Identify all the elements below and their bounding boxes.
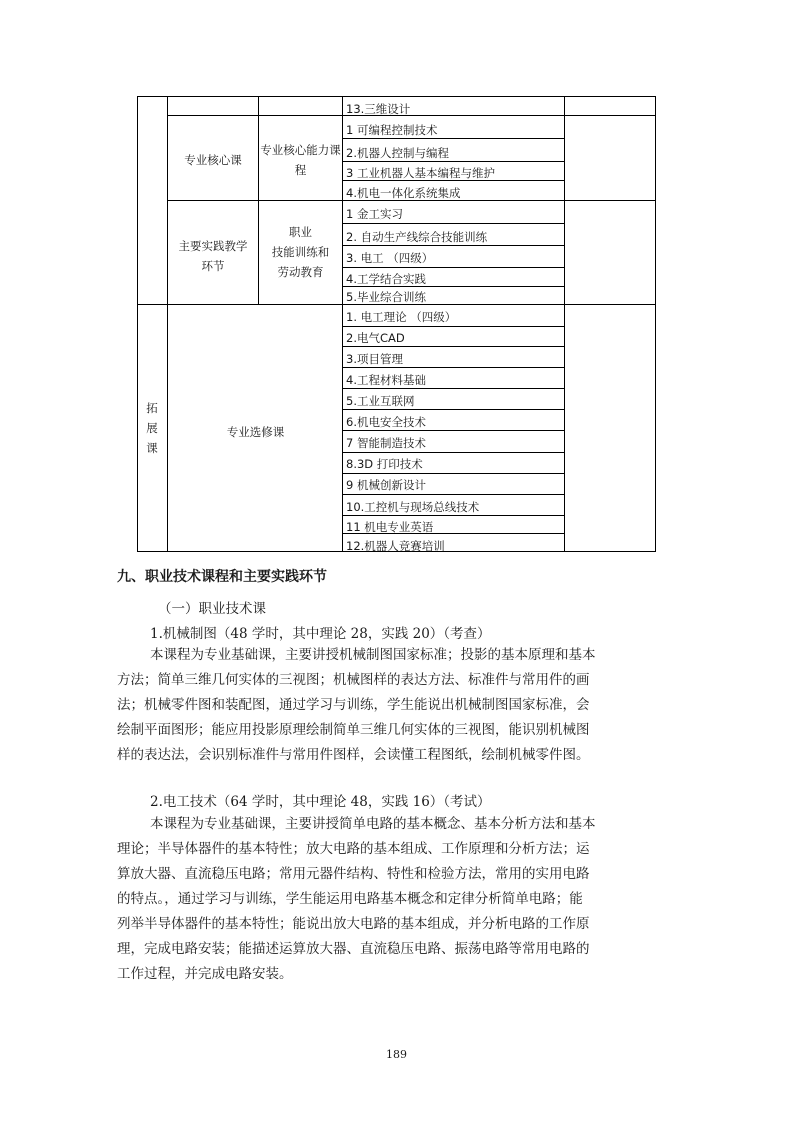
page-number: 189 [386,1048,407,1061]
category-label: 主要实践教学 环节 [178,239,248,273]
table-item: 1. 电工理论 （四级） [346,310,457,324]
table-item: 3. 电工 （四级） [346,251,434,265]
table-item: 2. 自动生产线综合技能训练 [346,230,488,244]
course-title: 1.机械制图（48 学时，其中理论 28，实践 20）（考查） [150,626,491,642]
table-item: 8.3D 打印技术 [346,457,423,471]
table-item: 13.三维设计 [346,102,411,116]
section-heading: 九、职业技术课程和主要实践环节 [117,569,327,585]
subcategory-label: 职业 技能训练和 劳动教育 [271,225,330,279]
category-label: 专业选修课 [226,425,285,439]
course-title: 2.电工技术（64 学时，其中理论 48，实践 16）（考试） [150,794,491,810]
table-item: 3.项目管理 [346,352,403,366]
table-item: 1 可编程控制技术 [346,123,438,137]
table-item: 5.工业互联网 [346,394,415,408]
table-item: 4.工程材料基础 [346,373,426,387]
table-item: 5.毕业综合训练 [346,290,426,304]
table-item: 10.工控机与现场总线技术 [346,500,480,514]
table-item: 3 工业机器人基本编程与维护 [346,166,495,180]
course-description: 本课程为专业基础课，主要讲授简单电路的基本概念、基本分析方法和基本 理论；半导体器件的基本特性；放大电路的基本组成、工作原理和分析方法；运 算放大器、直流稳压电路；常用元器件结构、特性和检验方法，常用的实用电路 的特点。，通过学习与训练，学生能运用电路基本概念和定律分析简单电路；能 列举半导体器件的基本特性；能说出放大电路的基本组成，并分析电路的工作原 理，完成电路安装；能描述运算放大器、直流稳压电路、振荡电路等常用电路的 工作过程，并完成电路安装。 [117,816,596,982]
table-item: 1 金工实习 [346,207,403,221]
table-item: 4.工学结合实践 [346,272,426,286]
table-item: 2.机器人控制与编程 [346,146,449,160]
course-description: 本课程为专业基础课，主要讲授机械制图国家标准；投影的基本原理和基本 方法；简单三维几何实体的三视图；机械图样的表达方法、标准件与常用件的画 法；机械零件图和装配图，通过学习与训练，学生能说出机械制图国家标准，会 绘制平面图形；能应用投影原理绘制简单三维几何实体的三视图，能识别机械图 样的表达法，会识别标准件与常用件图样，会读懂工程图纸，绘制机械零件图。 [117,647,596,763]
table-item: 7 智能制造技术 [346,436,426,450]
table-item: 11 机电专业英语 [346,520,434,534]
table-item: 4.机电一体化系统集成 [346,186,461,200]
subcategory-label: 专业核心能力课 程 [260,143,341,177]
table-item: 9 机械创新设计 [346,478,426,492]
section-label: 拓 展 课 [146,401,158,455]
category-label: 专业核心课 [184,153,242,167]
table-item: 2.电气CAD [346,331,405,345]
table-item: 6.机电安全技术 [346,415,426,429]
subsection-heading: （一）职业技术课 [158,601,266,617]
table-item: 12.机器人竞赛培训 [346,539,445,553]
